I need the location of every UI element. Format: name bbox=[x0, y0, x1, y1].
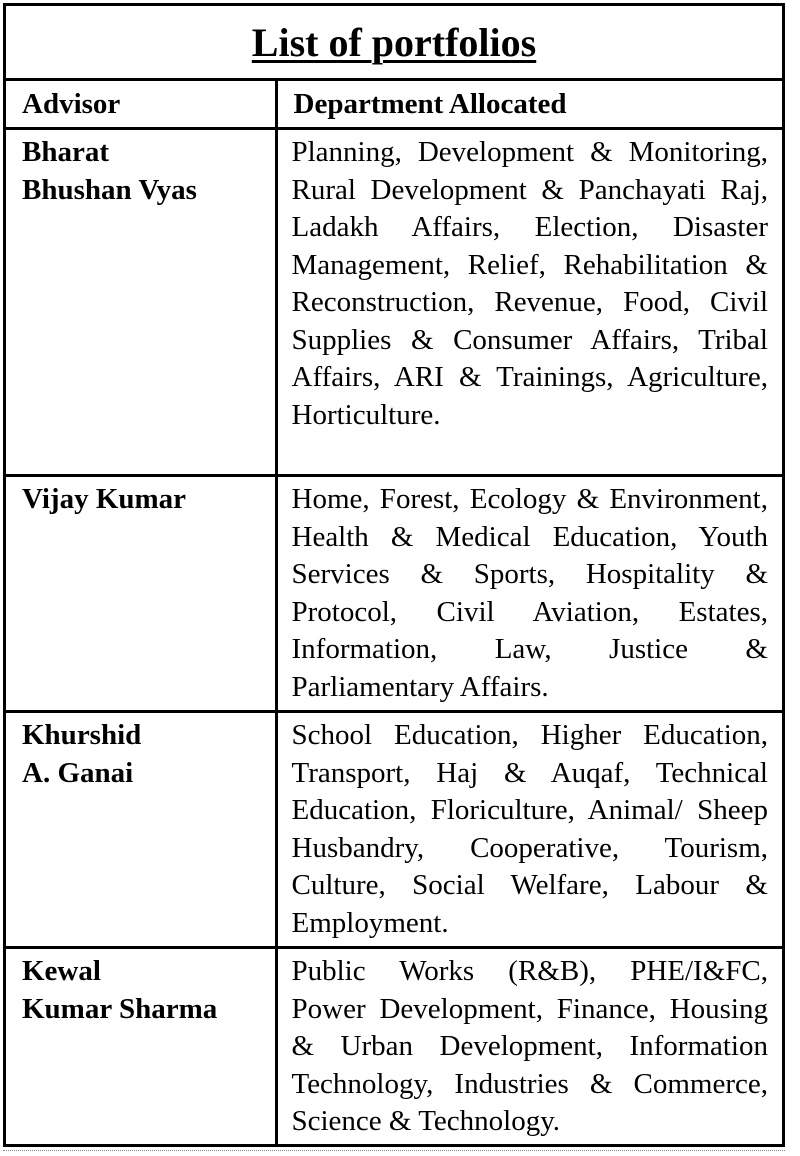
advisor-name bbox=[6, 130, 275, 209]
advisor-cell bbox=[6, 129, 276, 476]
table-row bbox=[6, 129, 782, 476]
department-cell bbox=[276, 476, 782, 712]
header-row bbox=[6, 80, 782, 129]
advisor-cell bbox=[6, 712, 276, 948]
header-advisor-cell bbox=[6, 80, 276, 129]
header-department-cell bbox=[276, 80, 782, 129]
title-row bbox=[6, 6, 782, 80]
department-cell bbox=[276, 712, 782, 948]
advisor-cell bbox=[6, 476, 276, 712]
header-advisor: Advisor bbox=[22, 87, 121, 120]
table-row bbox=[6, 948, 782, 1145]
department-list: Planning, Development & Monitoring, Rural Development & Panchayati Raj, Ladakh Affairs, Election, Disaster Management, Relief, Rehabilitation & Reconstruction, Revenue, Food, Civil Supplies & Consumer Affairs, Tribal Affairs, ARI & Trainings, Agriculture, Horticulture. bbox=[291, 136, 768, 431]
title-cell bbox=[6, 6, 782, 80]
table-row bbox=[6, 476, 782, 712]
advisor-name-line1: Bharat bbox=[22, 136, 109, 168]
advisor-name bbox=[6, 949, 275, 1028]
advisor-name bbox=[6, 713, 275, 792]
advisor-name-line1: Khurshid bbox=[22, 719, 142, 751]
advisor-cell bbox=[6, 948, 276, 1145]
page-bottom-edge bbox=[3, 1150, 785, 1151]
advisor-name-line2: Kumar Sharma bbox=[22, 992, 218, 1025]
advisor-name-line1: Kewal bbox=[22, 955, 101, 987]
page-title: List of portfolios bbox=[251, 20, 537, 65]
advisor-name bbox=[6, 477, 275, 519]
department-cell bbox=[276, 948, 782, 1145]
header-department: Department Allocated bbox=[293, 87, 567, 120]
department-list: School Education, Higher Education, Transport, Haj & Auqaf, Technical Education, Floriculture, Animal/ Sheep Husbandry, Cooperative, Tourism, Culture, Social Welfare, Labour & Employment. bbox=[291, 719, 768, 939]
portfolio-document bbox=[3, 3, 785, 1147]
department-list: Public Works (R&B), PHE/I&FC, Power Development, Finance, Housing & Urban Development, Information Technology, Industries & Commerce, Science & Technology. bbox=[291, 955, 768, 1137]
department-cell bbox=[276, 129, 782, 476]
table-row bbox=[6, 712, 782, 948]
advisor-name-line1: Vijay Kumar bbox=[22, 483, 187, 515]
advisor-name-line2: Bhushan Vyas bbox=[22, 173, 197, 206]
portfolio-table bbox=[6, 6, 782, 1145]
department-list: Home, Forest, Ecology & Environment, Health & Medical Education, Youth Services & Sports, Hospitality & Protocol, Civil Aviation, Estates, Information, Law, Justice & Parliamentary Affairs. bbox=[291, 483, 768, 703]
advisor-name-line2: A. Ganai bbox=[22, 756, 134, 789]
